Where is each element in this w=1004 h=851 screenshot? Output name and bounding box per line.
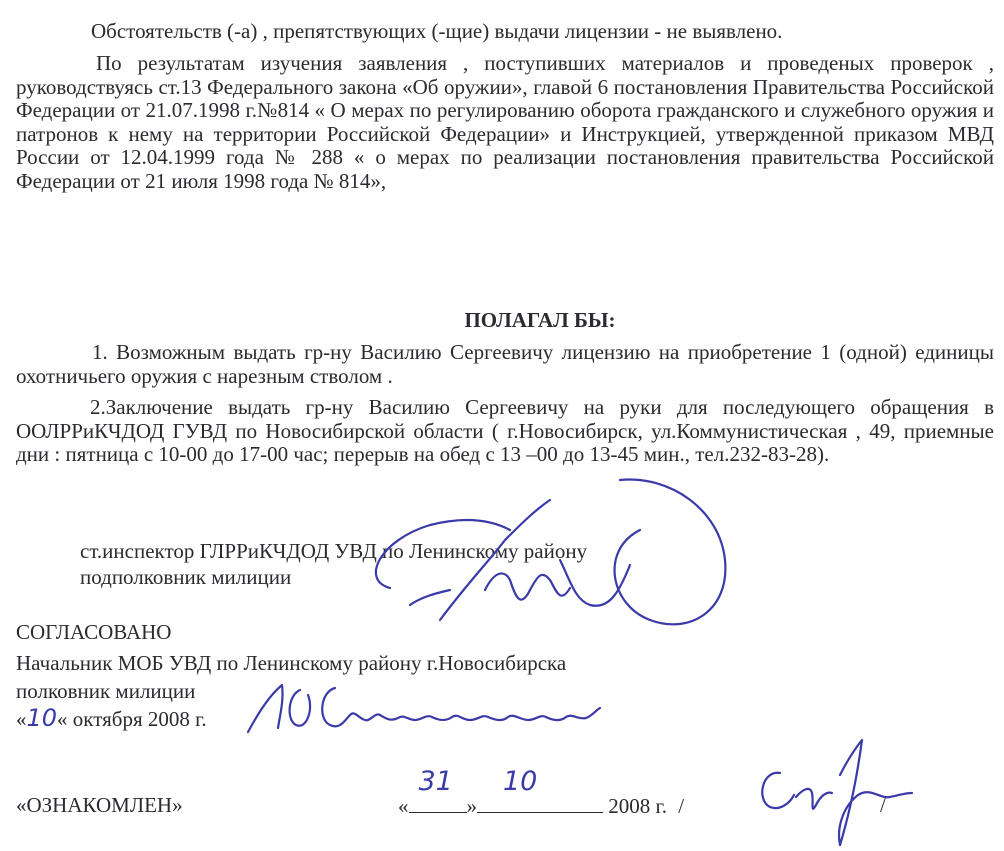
acknowledgement-signature (740, 735, 920, 850)
ack-day-handwritten: 31 (418, 766, 453, 797)
signature-stroke (376, 520, 510, 588)
decision-item-2: 2.Заключение выдать гр-ну Василию Сергеевичу на руки для последующего обращения в ООЛРРиКЧДОД ГУВД по Новосибирской области ( г.Новосибирск, ул.Коммунистическая , 49, приемные дни : пятница с 10-00 до 17-00 час; перерыв на обед с 13 –00 до 13-45 мин., тел.232-83-28). (16, 395, 994, 467)
signature-stroke (290, 690, 310, 726)
approval-label: СОГЛАСОВАНО (16, 620, 172, 644)
signature-stroke (615, 480, 726, 625)
approval-date-day: 10 (26, 704, 58, 732)
signature-stroke (440, 500, 550, 620)
ack-month-handwritten: 10 (503, 766, 538, 797)
approval-date-open: « (16, 707, 27, 731)
ack-slash: / (678, 794, 685, 818)
ack-slash-end: / (880, 793, 886, 817)
acknowledged-date (398, 766, 685, 819)
acknowledged-label: «ОЗНАКОМЛЕН» (16, 793, 183, 817)
decision-heading-text: ПОЛАГАЛ БЫ: (464, 308, 616, 332)
approval-date-rest: « октября 2008 г. (57, 707, 207, 731)
signature-stroke (322, 688, 600, 726)
ack-day-blank (409, 766, 467, 813)
inspector-rank: подполковник милиции (80, 565, 292, 589)
signature-stroke (410, 590, 450, 605)
decision-item-1: 1. Возможным выдать гр-ну Василию Сергеевичу лицензию на приобретение 1 (одной) единицы охотничьего оружия с нарезным стволом . (16, 340, 994, 388)
ack-month-blank (477, 766, 603, 813)
approval-rank: полковник милиции (16, 679, 196, 703)
approval-signature (240, 670, 610, 750)
no-obstacles-statement: Обстоятельств (-а) , препятствующих (-щие) выдачи лицензии - не выявлено. (91, 19, 783, 43)
signature-stroke (560, 560, 630, 606)
signature-stroke (839, 740, 912, 845)
approval-date (16, 704, 207, 732)
approval-position: Начальник МОБ УВД по Ленинскому району г.Новосибирска (16, 651, 567, 675)
signature-stroke (248, 685, 283, 732)
signature-stroke (762, 773, 794, 808)
inspector-position: ст.инспектор ГЛРРиКЧДОД УВД по Ленинскому району (80, 539, 588, 563)
ack-year: 2008 г. (608, 794, 667, 818)
ack-close-quote: » (466, 794, 477, 818)
signature-stroke (485, 573, 570, 599)
ack-open-quote: « (398, 794, 409, 818)
decision-heading (0, 309, 1004, 333)
legal-basis-paragraph: По результатам изучения заявления , поступивших материалов и проведеных проверок , руководствуясь ст.13 Федерального закона «Об оружии», главой 6 постановления Правительства Российской Федерации от 21.07.1998 г.№814 « О мерах по регулированию оборота гражданского и служебного оружия и патронов к нему на территории Российской Федерации» и Инструкцией, утвержденной приказом МВД России от 12.04.1999 года № 288 « о мерах по реализации постановления правительства Российской Федерации от 21 июля 1998 года № 814», (16, 51, 994, 193)
signature-stroke (796, 789, 832, 809)
inspector-signature (320, 470, 740, 640)
